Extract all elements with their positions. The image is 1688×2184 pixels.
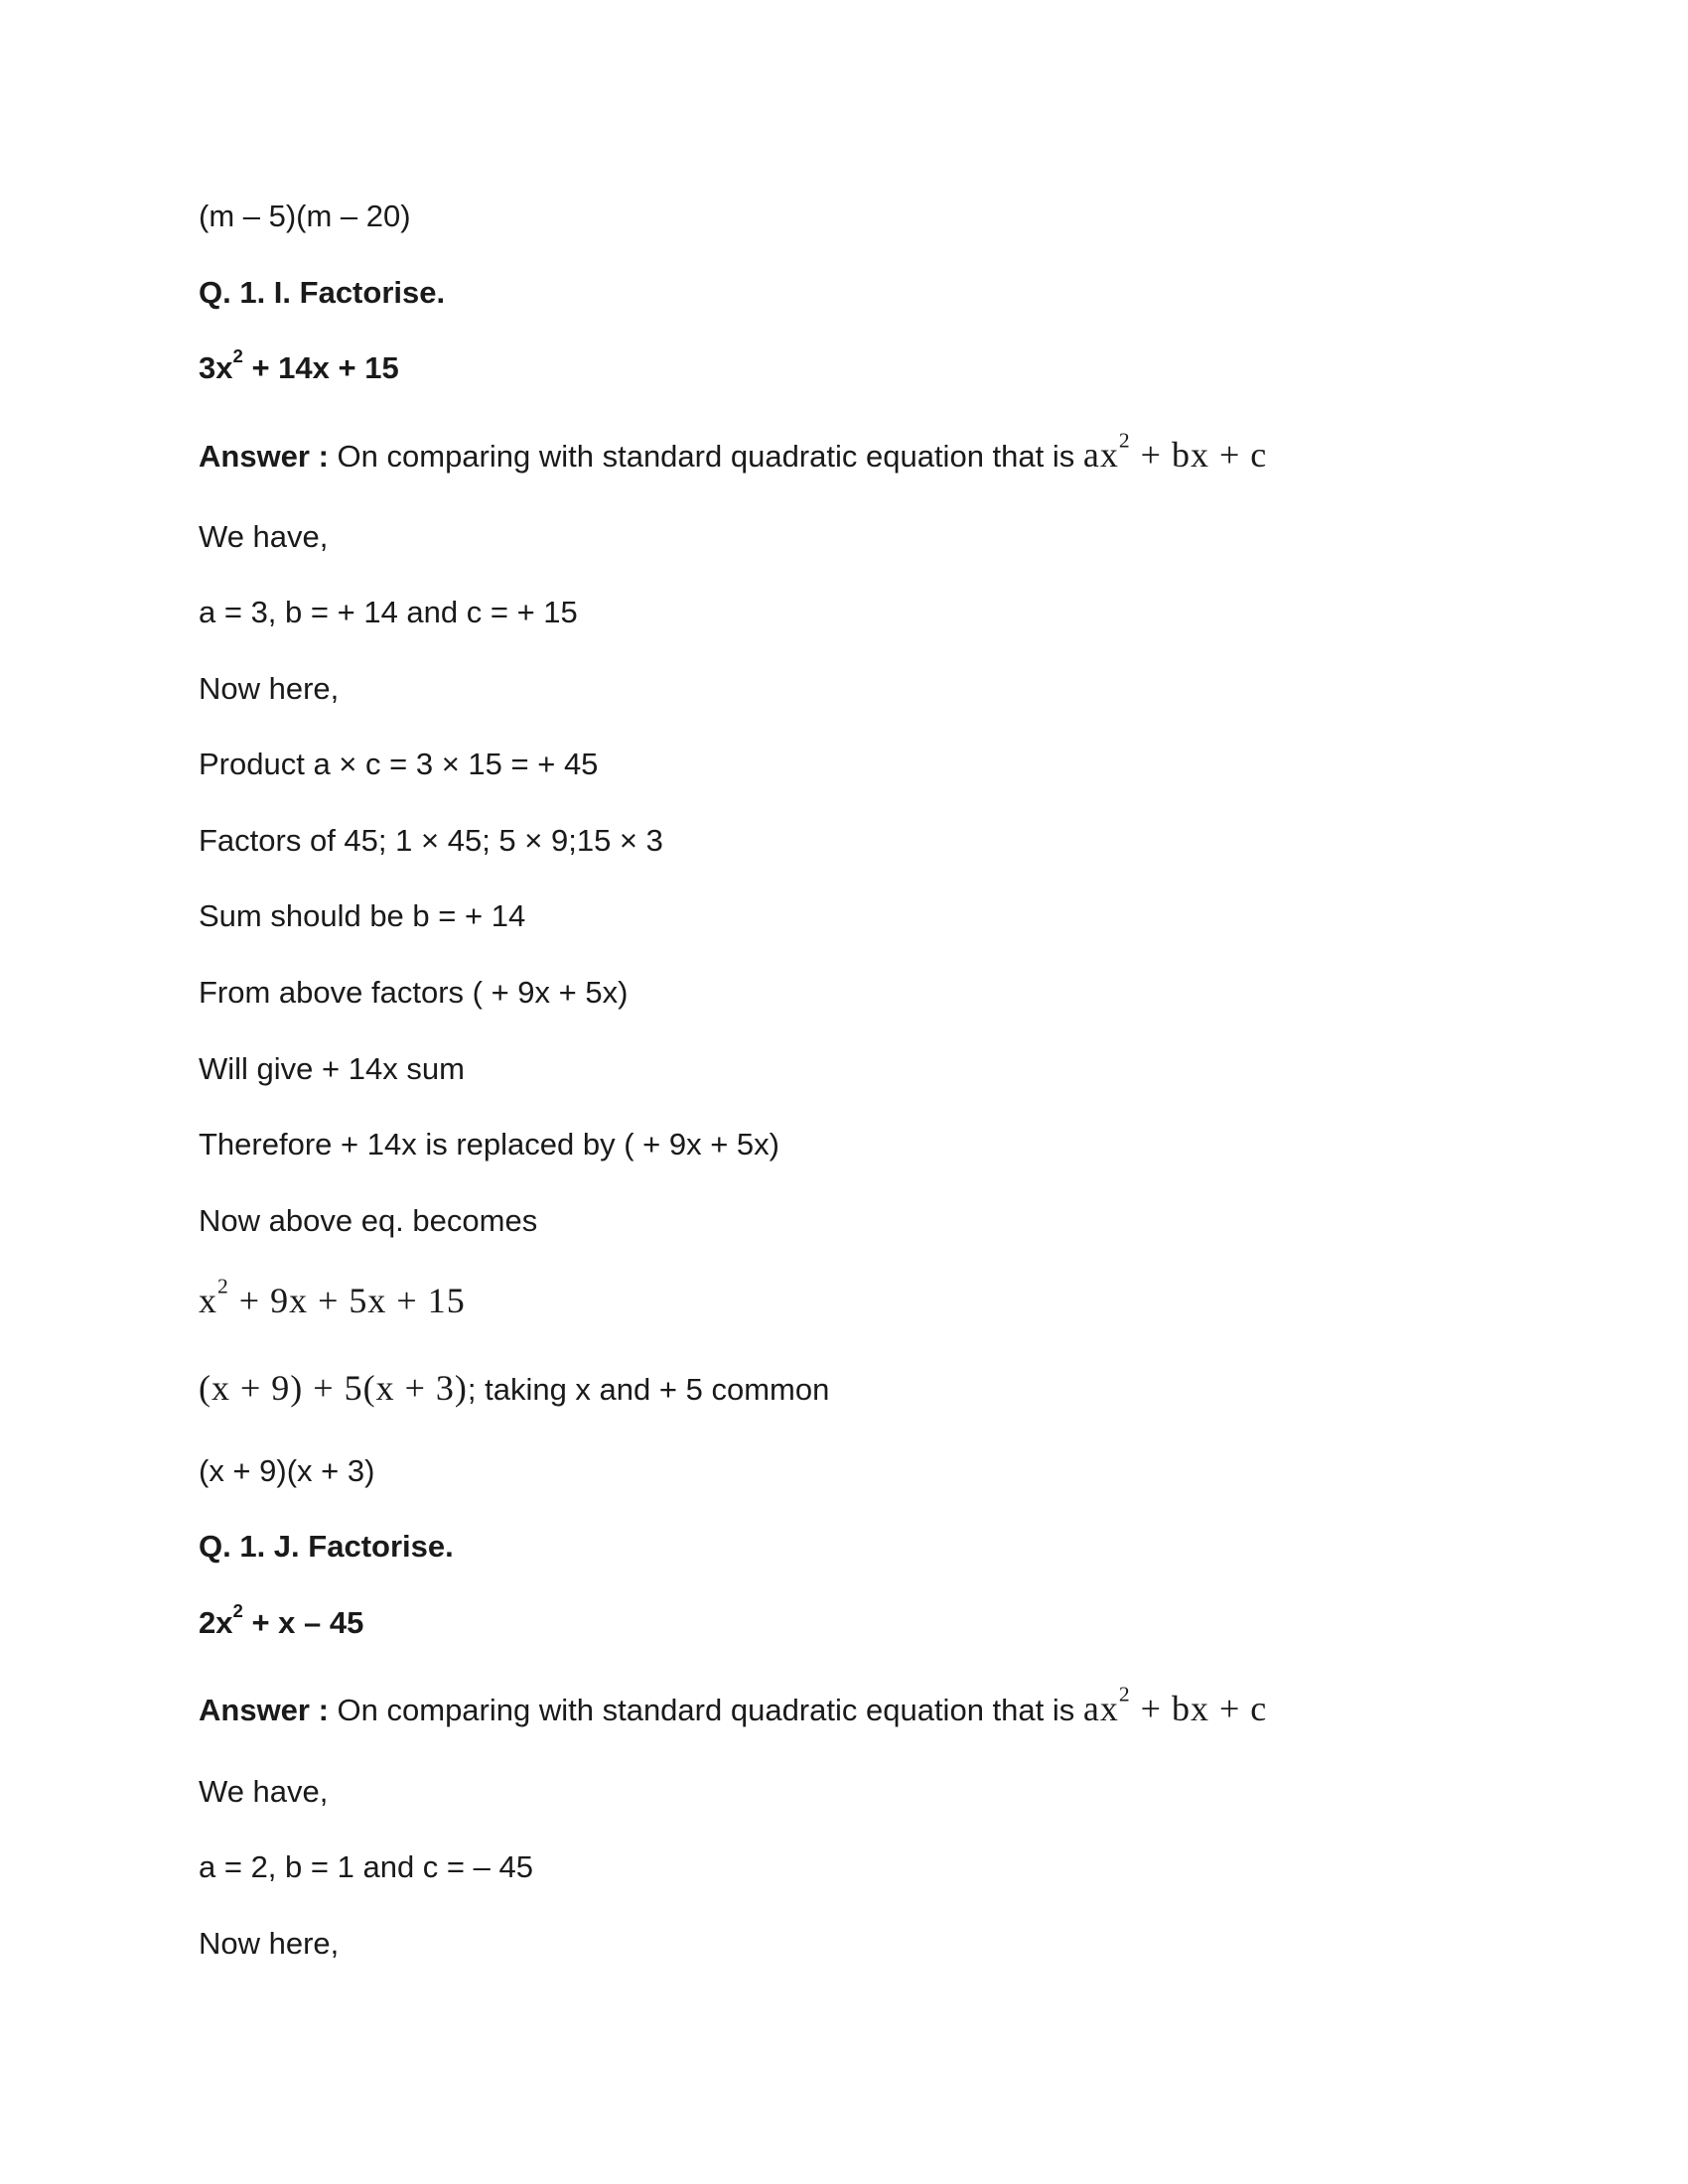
eq-becomes-line [199,1201,537,1241]
question-heading-1j [199,1527,454,1567]
coefficients-line [199,593,578,632]
expr-rest: + 9x + 5x + 15 [228,1281,466,1320]
result-line-m [199,197,411,236]
grouping-math: (x + 9) + 5(x + 3) [199,1368,468,1408]
grouping-text: ; taking x and + 5 common [467,1372,830,1407]
expr-rest: + 14x + 15 [242,350,399,385]
expr-exponent: 2 [232,345,243,367]
coefficients-line-2 [199,1847,533,1887]
math-term: ax [1082,1689,1119,1728]
answer-intro-1j [199,1682,1268,1730]
answer-intro-1i [199,428,1268,477]
replaced-line [199,1125,779,1164]
text: Now here, [199,671,340,706]
text: Product a × c = 3 × 15 = + 45 [199,747,599,781]
result-line-x [199,1451,374,1491]
text: (m – 5)(m – 20) [199,199,411,233]
from-factors-line [199,973,628,1013]
text: Q. 1. I. Factorise. [199,275,446,310]
expr-exponent: 2 [232,1600,243,1622]
math-term: ax [1082,435,1119,475]
text: Now here, [199,1926,340,1961]
question-heading-1i [199,273,445,313]
text: Factors of 45; 1 × 45; 5 × 9;15 × 3 [199,823,663,858]
text: a = 3, b = + 14 and c = + 15 [199,595,578,629]
expr-base: 2x [199,1605,233,1640]
text: Sum should be b = + 14 [199,898,526,933]
grouping-line [199,1368,829,1410]
text: Q. 1. J. Factorise. [199,1529,454,1564]
answer-label: Answer : [199,1693,329,1727]
text: a = 2, b = 1 and c = – 45 [199,1849,533,1884]
text: Now above eq. becomes [199,1203,538,1238]
answer-label: Answer : [199,439,329,474]
expr-base: 3x [199,350,233,385]
expr-exponent: 2 [217,1274,229,1298]
question-expression-1j [199,1600,364,1643]
factors-line [199,821,663,861]
we-have-line [199,517,328,557]
text: Therefore + 14x is replaced by ( + 9x + 5x) [199,1127,779,1161]
text: We have, [199,1774,329,1809]
math-rest: + bx + c [1130,1689,1268,1728]
answer-text: On comparing with standard quadratic equation that is [328,1693,1083,1727]
math-rest: + bx + c [1130,435,1268,475]
now-here-line-2 [199,1924,339,1964]
text: We have, [199,519,329,554]
product-line [199,745,598,784]
text: Will give + 14x sum [199,1051,465,1086]
text: (x + 9)(x + 3) [199,1453,375,1488]
expr-base: x [199,1281,217,1320]
standard-form-math [1082,428,1268,475]
now-here-line [199,669,339,709]
text: From above factors ( + 9x + 5x) [199,975,629,1010]
standard-form-math [1082,1682,1268,1728]
math-exponent: 2 [1118,1682,1131,1706]
expr-rest: + x – 45 [242,1605,364,1640]
math-exponent: 2 [1118,428,1131,453]
expanded-equation [199,1274,466,1320]
sum-line [199,896,525,936]
answer-text: On comparing with standard quadratic equation that is [328,439,1083,474]
we-have-line-2 [199,1772,328,1812]
question-expression-1i [199,345,399,388]
will-give-line [199,1049,465,1089]
